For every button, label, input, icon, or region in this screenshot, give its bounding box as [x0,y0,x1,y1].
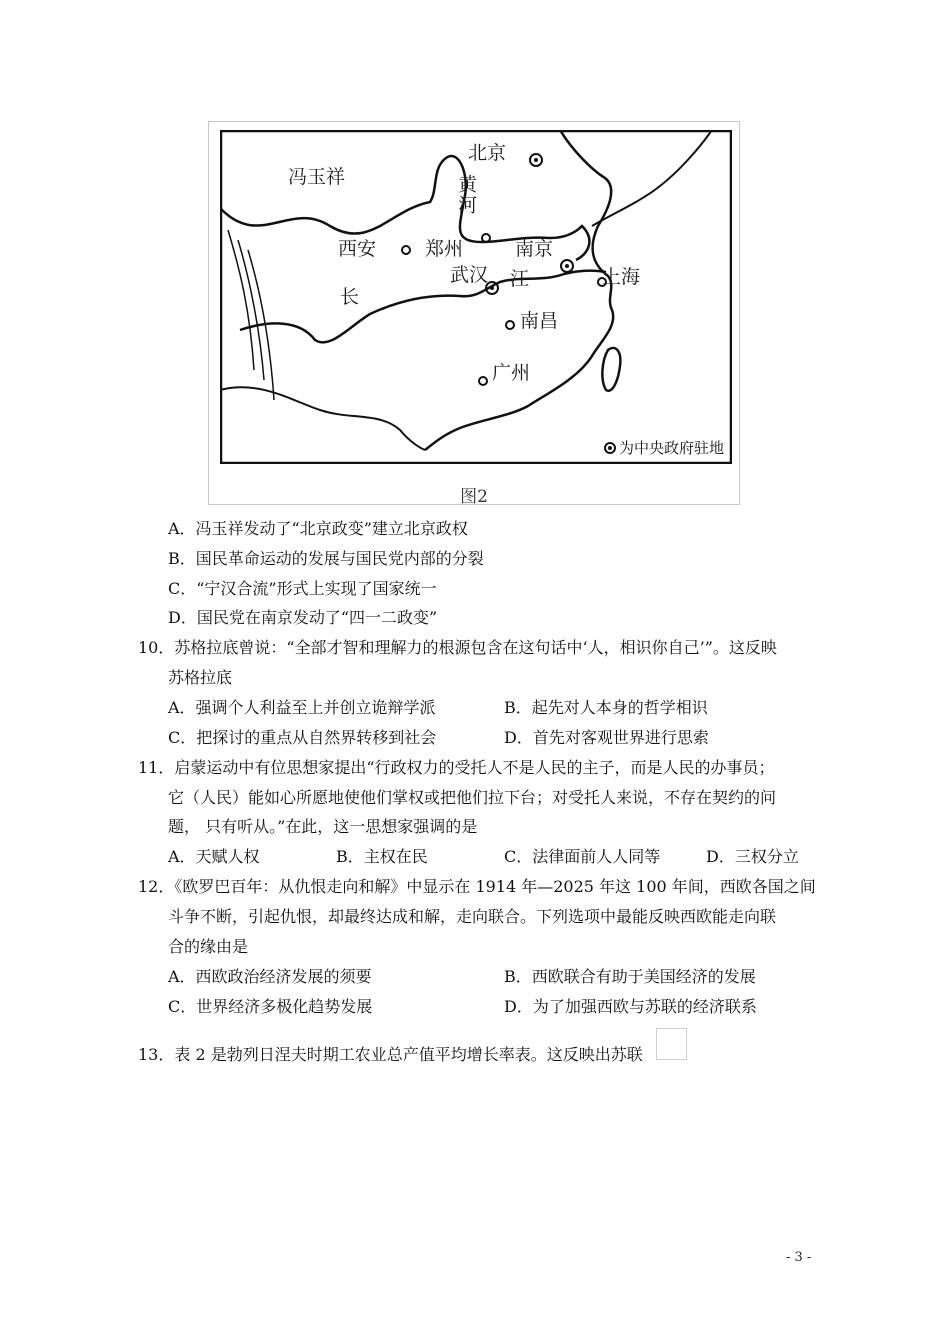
map-legend [604,437,724,458]
capital-marker-icon [604,442,616,454]
q9-option-c: C．“宁汉合流”形式上实现了国家统一 [168,579,437,598]
label-xian: 西安 [338,238,377,260]
label-nanchang: 南昌 [520,310,559,332]
q11-option-c: C．法律面前人人同等 [504,847,661,866]
q12-option-b: B．西欧联合有助于美国经济的发展 [504,967,756,986]
label-zhengzhou: 郑州 [425,238,464,260]
label-huanghe: 黄河 [455,174,477,216]
q9-option-d: D．国民党在南京发动了“四一二政变” [168,608,438,627]
map-figure [208,121,740,505]
q9-option-b: B．国民革命运动的发展与国民党内部的分裂 [168,549,484,568]
figure-caption: 图2 [460,487,488,507]
q12-option-c: C．世界经济多极化趋势发展 [168,997,373,1016]
page-number: - 3 - [786,1250,812,1265]
q10-option-b: B．起先对人本身的哲学相识 [504,698,708,717]
label-feng-yuxiang: 冯玉祥 [288,166,346,188]
label-nanjing: 南京 [515,238,554,260]
label-guangzhou: 广州 [492,362,531,384]
label-jiang: 江 [510,268,530,290]
label-shanghai: 上海 [602,266,641,288]
china-map [220,130,732,464]
q11-option-b: B．主权在民 [336,847,428,866]
q11-stem-line1: 11．启蒙运动中有位思想家提出“行政权力的受托人不是人民的主子，而是人民的办事员； [138,758,775,777]
embedded-table-placeholder [656,1028,687,1060]
q12-stem-line3: 合的缘由是 [168,937,249,956]
legend-text: 为中央政府驻地 [618,439,724,457]
q11-option-d: D．三权分立 [706,847,799,866]
q10-stem-line2: 苏格拉底 [168,668,233,687]
label-chang: 长 [340,286,360,308]
q10-option-a: A．强调个人利益至上并创立诡辩学派 [168,698,436,717]
q12-stem-line2: 斗争不断，引起仇恨，却最终达成和解，走向联合。下列选项中最能反映西欧能走向联 [168,907,777,926]
q12-option-a: A．西欧政治经济发展的须要 [168,967,372,986]
q10-option-d: D．首先对客观世界进行思索 [504,728,709,747]
q9-option-a: A．冯玉祥发动了“北京政变”建立北京政权 [168,519,468,538]
q11-stem-line3: 题， 只有听从。”在此，这一思想家强调的是 [168,817,478,836]
label-beijing: 北京 [468,142,507,164]
q12-stem-line1: 12．《欧罗巴百年：从仇恨走向和解》中显示在 1914 年—2025 年这 100 年间，西欧各国之间 [138,877,816,896]
label-wuhan: 武汉 [450,264,489,286]
q10-stem-line1: 10．苏格拉底曾说：“全部才智和理解力的根源包含在这句话中‘人，相识你自己’”。这反映 [138,638,777,657]
q13-stem-line1: 13．表 2 是勃列日涅夫时期工农业总产值平均增长率表。这反映出苏联 [138,1045,643,1064]
q12-option-d: D．为了加强西欧与苏联的经济联系 [504,997,757,1016]
q11-stem-line2: 它（人民）能如心所愿地使他们掌权或把他们拉下台；对受托人来说，不存在契约的问 [168,788,777,807]
q11-option-a: A．天赋人权 [168,847,260,866]
q10-option-c: C．把探讨的重点从自然界转移到社会 [168,728,437,747]
